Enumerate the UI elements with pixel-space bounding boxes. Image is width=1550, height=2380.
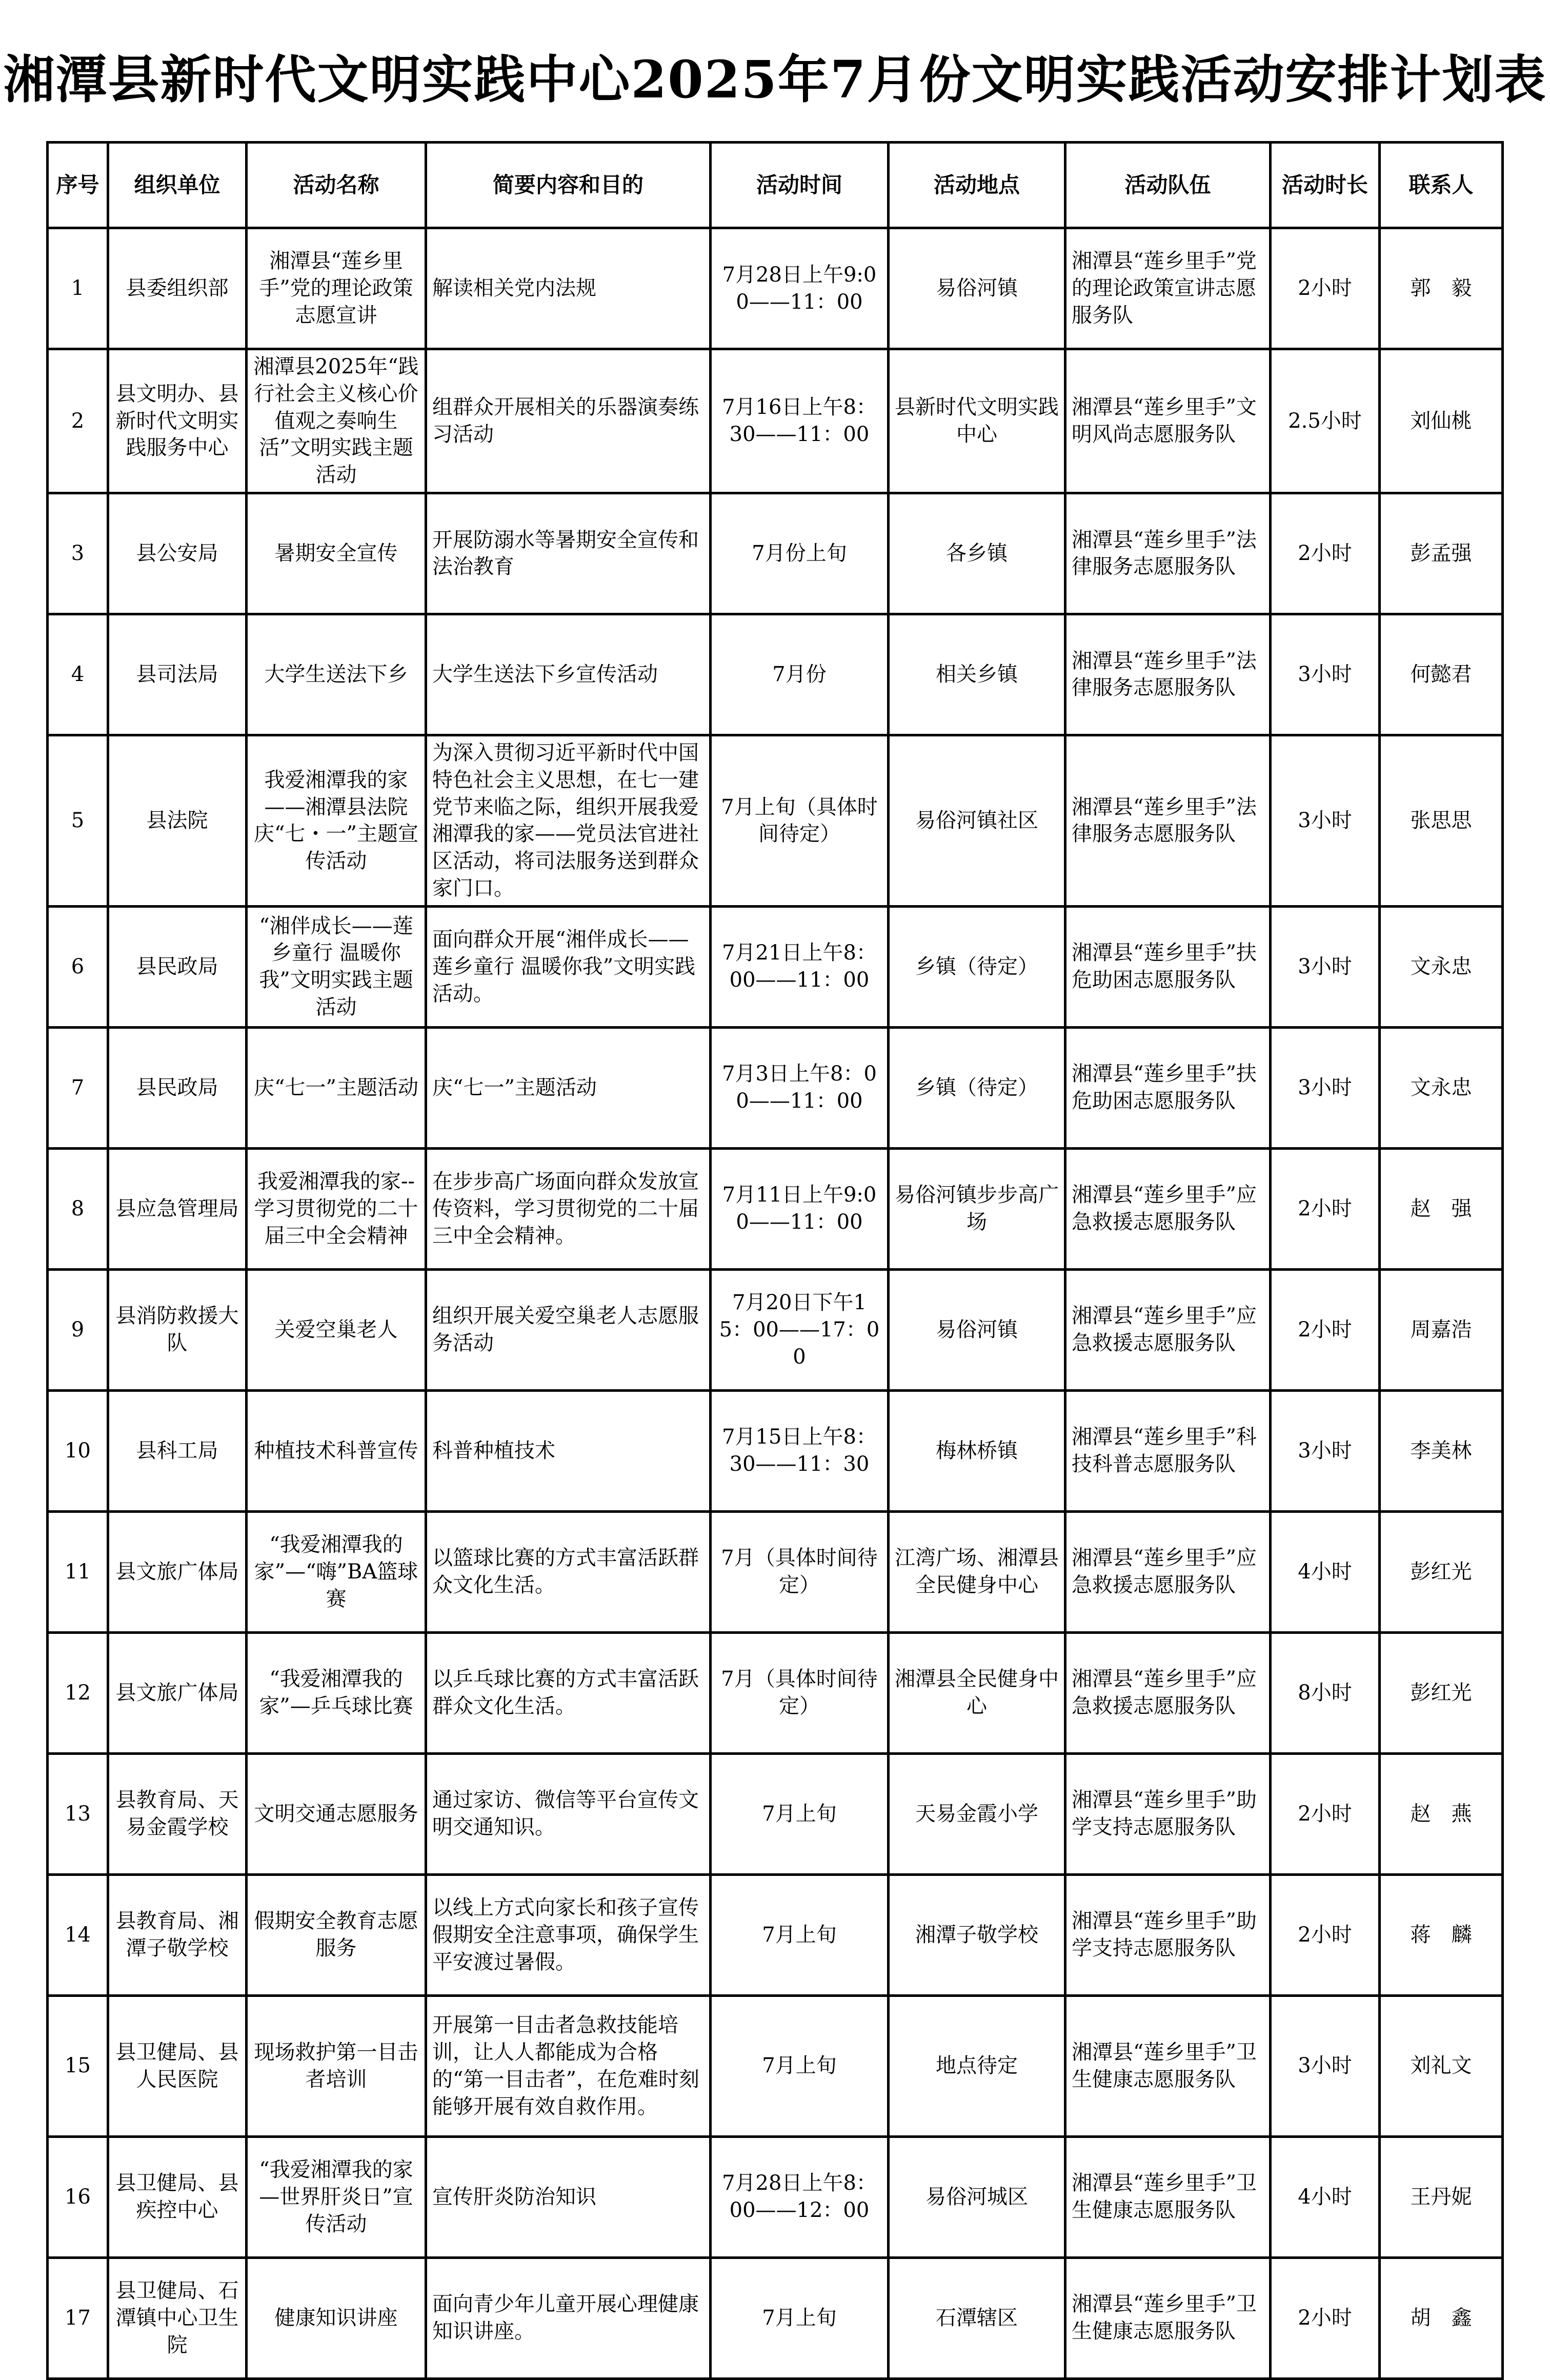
cell-contact: 周嘉浩	[1380, 1269, 1503, 1390]
cell-org: 县科工局	[108, 1390, 247, 1511]
cell-team: 湘潭县“莲乡里手”科技科普志愿服务队	[1065, 1390, 1271, 1511]
cell-no: 2	[48, 349, 108, 493]
cell-place: 易俗河城区	[889, 2136, 1065, 2257]
cell-team: 湘潭县“莲乡里手”应急救援志愿服务队	[1065, 1511, 1271, 1632]
cell-time: 7月上旬	[711, 2257, 889, 2378]
cell-no: 16	[48, 2136, 108, 2257]
cell-duration: 3小时	[1271, 1027, 1380, 1148]
header-no: 序号	[48, 143, 108, 228]
cell-no: 7	[48, 1027, 108, 1148]
cell-activity-name: 大学生送法下乡	[247, 614, 426, 735]
cell-duration: 2小时	[1271, 1148, 1380, 1269]
table-row	[48, 906, 1503, 1027]
cell-activity-name: 文明交通志愿服务	[247, 1753, 426, 1874]
cell-time: 7月份	[711, 614, 889, 735]
cell-activity-name: 健康知识讲座	[247, 2257, 426, 2378]
cell-activity-name: “我爱湘潭我的家—世界肝炎日”宣传活动	[247, 2136, 426, 2257]
cell-place: 易俗河镇	[889, 1269, 1065, 1390]
table-row	[48, 2257, 1503, 2378]
cell-contact: 彭红光	[1380, 1632, 1503, 1753]
cell-activity-name: 湘潭县“莲乡里手”党的理论政策志愿宣讲	[247, 228, 426, 349]
cell-place: 江湾广场、湘潭县全民健身中心	[889, 1511, 1065, 1632]
cell-activity-name: 我爱湘潭我的家--学习贯彻党的二十届三中全会精神	[247, 1148, 426, 1269]
cell-content: 组群众开展相关的乐器演奏练习活动	[426, 349, 711, 493]
page-title: 湘潭县新时代文明实践中心2025年7月份文明实践活动安排计划表	[3, 49, 1547, 110]
cell-contact: 文永忠	[1380, 906, 1503, 1027]
cell-org: 县委组织部	[108, 228, 247, 349]
header-contact: 联系人	[1380, 143, 1503, 228]
header-name: 活动名称	[247, 143, 426, 228]
cell-org: 县教育局、湘潭子敬学校	[108, 1874, 247, 1995]
cell-time: 7月11日上午9:00——11：00	[711, 1148, 889, 1269]
cell-no: 1	[48, 228, 108, 349]
cell-activity-name: “我爱湘潭我的家”—乒乓球比赛	[247, 1632, 426, 1753]
table-row	[48, 1511, 1503, 1632]
cell-org: 县卫健局、县疾控中心	[108, 2136, 247, 2257]
cell-duration: 3小时	[1271, 614, 1380, 735]
cell-place: 天易金霞小学	[889, 1753, 1065, 1874]
cell-no: 15	[48, 1995, 108, 2136]
cell-team: 湘潭县“莲乡里手”助学支持志愿服务队	[1065, 1874, 1271, 1995]
cell-team: 湘潭县“莲乡里手”扶危助困志愿服务队	[1065, 906, 1271, 1027]
cell-duration: 3小时	[1271, 735, 1380, 906]
cell-org: 县教育局、天易金霞学校	[108, 1753, 247, 1874]
cell-place: 湘潭县全民健身中心	[889, 1632, 1065, 1753]
cell-content: 面向青少年儿童开展心理健康知识讲座。	[426, 2257, 711, 2378]
cell-time: 7月15日上午8：30——11：30	[711, 1390, 889, 1511]
cell-duration: 4小时	[1271, 2136, 1380, 2257]
cell-org: 县司法局	[108, 614, 247, 735]
cell-team: 湘潭县“莲乡里手”法律服务志愿服务队	[1065, 493, 1271, 614]
cell-contact: 胡 鑫	[1380, 2257, 1503, 2378]
header-duration: 活动时长	[1271, 143, 1380, 228]
cell-contact: 王丹妮	[1380, 2136, 1503, 2257]
cell-time: 7月上旬	[711, 1995, 889, 2136]
cell-content: 庆“七一”主题活动	[426, 1027, 711, 1148]
cell-duration: 2小时	[1271, 1269, 1380, 1390]
cell-org: 县文明办、县新时代文明实践服务中心	[108, 349, 247, 493]
cell-time: 7月上旬	[711, 1753, 889, 1874]
cell-contact: 李美林	[1380, 1390, 1503, 1511]
table-row	[48, 228, 1503, 349]
cell-contact: 文永忠	[1380, 1027, 1503, 1148]
cell-content: 组织开展关爱空巢老人志愿服务活动	[426, 1269, 711, 1390]
table-row	[48, 614, 1503, 735]
cell-no: 5	[48, 735, 108, 906]
cell-duration: 8小时	[1271, 1632, 1380, 1753]
cell-team: 湘潭县“莲乡里手”文明风尚志愿服务队	[1065, 349, 1271, 493]
cell-no: 9	[48, 1269, 108, 1390]
cell-team: 湘潭县“莲乡里手”助学支持志愿服务队	[1065, 1753, 1271, 1874]
cell-duration: 2小时	[1271, 1753, 1380, 1874]
cell-activity-name: “我爱湘潭我的家”—“嗨”BA篮球赛	[247, 1511, 426, 1632]
cell-activity-name: 关爱空巢老人	[247, 1269, 426, 1390]
cell-activity-name: 现场救护第一目击者培训	[247, 1995, 426, 2136]
cell-content: 解读相关党内法规	[426, 228, 711, 349]
cell-duration: 3小时	[1271, 1995, 1380, 2136]
cell-content: 通过家访、微信等平台宣传文明交通知识。	[426, 1753, 711, 1874]
table-row	[48, 1390, 1503, 1511]
cell-activity-name: 暑期安全宣传	[247, 493, 426, 614]
cell-content: 宣传肝炎防治知识	[426, 2136, 711, 2257]
cell-contact: 彭孟强	[1380, 493, 1503, 614]
cell-org: 县卫健局、石潭镇中心卫生院	[108, 2257, 247, 2378]
cell-team: 湘潭县“莲乡里手”卫生健康志愿服务队	[1065, 2257, 1271, 2378]
cell-no: 13	[48, 1753, 108, 1874]
cell-content: 以乒乓球比赛的方式丰富活跃群众文化生活。	[426, 1632, 711, 1753]
cell-no: 4	[48, 614, 108, 735]
cell-place: 石潭辖区	[889, 2257, 1065, 2378]
cell-contact: 彭红光	[1380, 1511, 1503, 1632]
cell-place: 乡镇（待定）	[889, 1027, 1065, 1148]
cell-activity-name: “湘伴成长——莲乡童行 温暖你我”文明实践主题活动	[247, 906, 426, 1027]
cell-content: 面向群众开展“湘伴成长——莲乡童行 温暖你我”文明实践活动。	[426, 906, 711, 1027]
cell-activity-name: 湘潭县2025年“践行社会主义核心价值观之奏响生活”文明实践主题活动	[247, 349, 426, 493]
cell-contact: 何懿君	[1380, 614, 1503, 735]
table-row	[48, 2136, 1503, 2257]
header-team: 活动队伍	[1065, 143, 1271, 228]
cell-place: 地点待定	[889, 1995, 1065, 2136]
cell-contact: 张思思	[1380, 735, 1503, 906]
cell-time: 7月16日上午8：30——11：00	[711, 349, 889, 493]
cell-team: 湘潭县“莲乡里手”党的理论政策宣讲志愿服务队	[1065, 228, 1271, 349]
cell-place: 相关乡镇	[889, 614, 1065, 735]
cell-place: 梅林桥镇	[889, 1390, 1065, 1511]
cell-org: 县卫健局、县人民医院	[108, 1995, 247, 2136]
cell-team: 湘潭县“莲乡里手”应急救援志愿服务队	[1065, 1269, 1271, 1390]
cell-duration: 2小时	[1271, 2257, 1380, 2378]
cell-time: 7月20日下午15：00——17：00	[711, 1269, 889, 1390]
cell-time: 7月上旬	[711, 1874, 889, 1995]
cell-duration: 2.5小时	[1271, 349, 1380, 493]
cell-time: 7月3日上午8：00——11：00	[711, 1027, 889, 1148]
table-row	[48, 1874, 1503, 1995]
cell-time: 7月（具体时间待定）	[711, 1632, 889, 1753]
cell-place: 易俗河镇社区	[889, 735, 1065, 906]
cell-place: 各乡镇	[889, 493, 1065, 614]
cell-contact: 刘礼文	[1380, 1995, 1503, 2136]
cell-content: 开展防溺水等暑期安全宣传和法治教育	[426, 493, 711, 614]
cell-place: 湘潭子敬学校	[889, 1874, 1065, 1995]
cell-no: 3	[48, 493, 108, 614]
table-row	[48, 493, 1503, 614]
cell-contact: 蒋 麟	[1380, 1874, 1503, 1995]
cell-team: 湘潭县“莲乡里手”法律服务志愿服务队	[1065, 614, 1271, 735]
header-org: 组织单位	[108, 143, 247, 228]
cell-content: 开展第一目击者急救技能培训，让人人都能成为合格的“第一目击者”，在危难时刻能够开展有效自救作用。	[426, 1995, 711, 2136]
cell-place: 易俗河镇步步高广场	[889, 1148, 1065, 1269]
cell-org: 县文旅广体局	[108, 1511, 247, 1632]
cell-no: 17	[48, 2257, 108, 2378]
table-row	[48, 1753, 1503, 1874]
cell-duration: 2小时	[1271, 493, 1380, 614]
cell-content: 为深入贯彻习近平新时代中国特色社会主义思想，在七一建党节来临之际，组织开展我爱湘潭我的家——党员法官进社区活动，将司法服务送到群众家门口。	[426, 735, 711, 906]
cell-time: 7月28日上午9:00——11：00	[711, 228, 889, 349]
cell-team: 湘潭县“莲乡里手”扶危助困志愿服务队	[1065, 1027, 1271, 1148]
table-body	[48, 228, 1503, 2379]
table-row	[48, 1632, 1503, 1753]
cell-place: 乡镇（待定）	[889, 906, 1065, 1027]
cell-duration: 2小时	[1271, 1874, 1380, 1995]
cell-content: 以篮球比赛的方式丰富活跃群众文化生活。	[426, 1511, 711, 1632]
cell-activity-name: 种植技术科普宣传	[247, 1390, 426, 1511]
cell-no: 12	[48, 1632, 108, 1753]
table-row	[48, 735, 1503, 906]
cell-team: 湘潭县“莲乡里手”应急救援志愿服务队	[1065, 1148, 1271, 1269]
cell-org: 县文旅广体局	[108, 1632, 247, 1753]
cell-activity-name: 假期安全教育志愿服务	[247, 1874, 426, 1995]
cell-contact: 赵 燕	[1380, 1753, 1503, 1874]
cell-duration: 3小时	[1271, 906, 1380, 1027]
cell-time: 7月21日上午8：00——11：00	[711, 906, 889, 1027]
cell-org: 县法院	[108, 735, 247, 906]
cell-place: 县新时代文明实践中心	[889, 349, 1065, 493]
table-row	[48, 349, 1503, 493]
cell-duration: 2小时	[1271, 228, 1380, 349]
cell-activity-name: 我爱湘潭我的家——湘潭县法院庆“七・一”主题宣传活动	[247, 735, 426, 906]
header-time: 活动时间	[711, 143, 889, 228]
header-content: 简要内容和目的	[426, 143, 711, 228]
cell-time: 7月上旬（具体时间待定）	[711, 735, 889, 906]
cell-activity-name: 庆“七一”主题活动	[247, 1027, 426, 1148]
cell-time: 7月28日上午8：00——12：00	[711, 2136, 889, 2257]
cell-place: 易俗河镇	[889, 228, 1065, 349]
activity-plan-table	[46, 141, 1504, 2380]
cell-no: 14	[48, 1874, 108, 1995]
cell-org: 县应急管理局	[108, 1148, 247, 1269]
cell-no: 11	[48, 1511, 108, 1632]
cell-org: 县民政局	[108, 1027, 247, 1148]
cell-contact: 赵 强	[1380, 1148, 1503, 1269]
table-row	[48, 1148, 1503, 1269]
cell-time: 7月份上旬	[711, 493, 889, 614]
table-row	[48, 1269, 1503, 1390]
cell-duration: 4小时	[1271, 1511, 1380, 1632]
table-header-row	[48, 143, 1503, 228]
cell-team: 湘潭县“莲乡里手”卫生健康志愿服务队	[1065, 1995, 1271, 2136]
cell-content: 科普种植技术	[426, 1390, 711, 1511]
cell-no: 8	[48, 1148, 108, 1269]
table-row	[48, 1995, 1503, 2136]
cell-no: 10	[48, 1390, 108, 1511]
cell-org: 县民政局	[108, 906, 247, 1027]
cell-org: 县公安局	[108, 493, 247, 614]
cell-content: 大学生送法下乡宣传活动	[426, 614, 711, 735]
table-row	[48, 1027, 1503, 1148]
cell-content: 在步步高广场面向群众发放宣传资料，学习贯彻党的二十届三中全会精神。	[426, 1148, 711, 1269]
cell-content: 以线上方式向家长和孩子宣传假期安全注意事项，确保学生平安渡过暑假。	[426, 1874, 711, 1995]
cell-contact: 刘仙桃	[1380, 349, 1503, 493]
cell-no: 6	[48, 906, 108, 1027]
header-place: 活动地点	[889, 143, 1065, 228]
cell-team: 湘潭县“莲乡里手”法律服务志愿服务队	[1065, 735, 1271, 906]
cell-team: 湘潭县“莲乡里手”应急救援志愿服务队	[1065, 1632, 1271, 1753]
cell-duration: 3小时	[1271, 1390, 1380, 1511]
cell-team: 湘潭县“莲乡里手”卫生健康志愿服务队	[1065, 2136, 1271, 2257]
cell-org: 县消防救援大队	[108, 1269, 247, 1390]
cell-time: 7月（具体时间待定）	[711, 1511, 889, 1632]
cell-contact: 郭 毅	[1380, 228, 1503, 349]
